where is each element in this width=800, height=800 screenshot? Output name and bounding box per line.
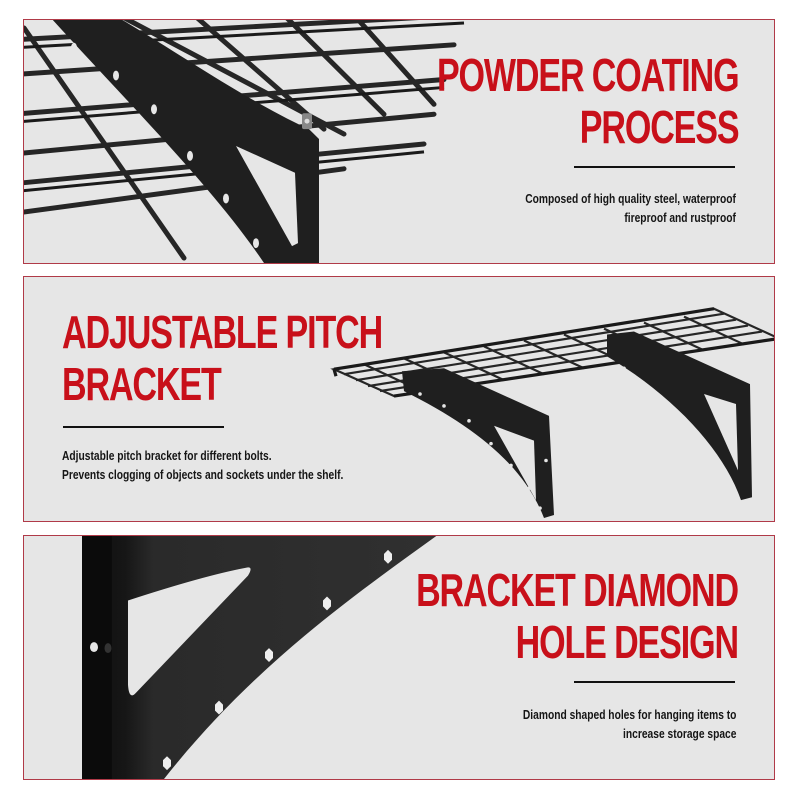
description-line-1: Diamond shaped holes for hanging items to (522, 708, 736, 722)
feature-description (525, 190, 736, 228)
description-line-1: Adjustable pitch bracket for different bolts. (62, 449, 272, 463)
title-line-2: PROCESS (579, 101, 738, 153)
feature-panel-diamond-hole (23, 535, 775, 780)
description-line-1: Composed of high quality steel, waterproof (525, 192, 736, 206)
feature-description (522, 706, 736, 744)
feature-description (62, 447, 343, 485)
title-line-2: HOLE DESIGN (515, 616, 738, 668)
title-line-1: ADJUSTABLE PITCH (62, 306, 383, 358)
title-underline (574, 166, 735, 168)
description-line-2: increase storage space (622, 727, 736, 741)
title-line-1: POWDER COATING (436, 49, 738, 101)
title-underline (63, 426, 224, 428)
description-line-2: Prevents clogging of objects and sockets under the shelf. (62, 468, 344, 482)
title-line-2: BRACKET (62, 358, 221, 410)
feature-title (436, 49, 738, 153)
feature-panel-adjustable-pitch (23, 276, 775, 522)
title-line-1: BRACKET DIAMOND (416, 564, 738, 616)
title-underline (574, 681, 735, 683)
feature-title (62, 306, 382, 410)
description-line-2: fireproof and rustproof (624, 211, 736, 225)
feature-title (416, 564, 738, 668)
feature-panel-powder-coating (23, 19, 775, 264)
